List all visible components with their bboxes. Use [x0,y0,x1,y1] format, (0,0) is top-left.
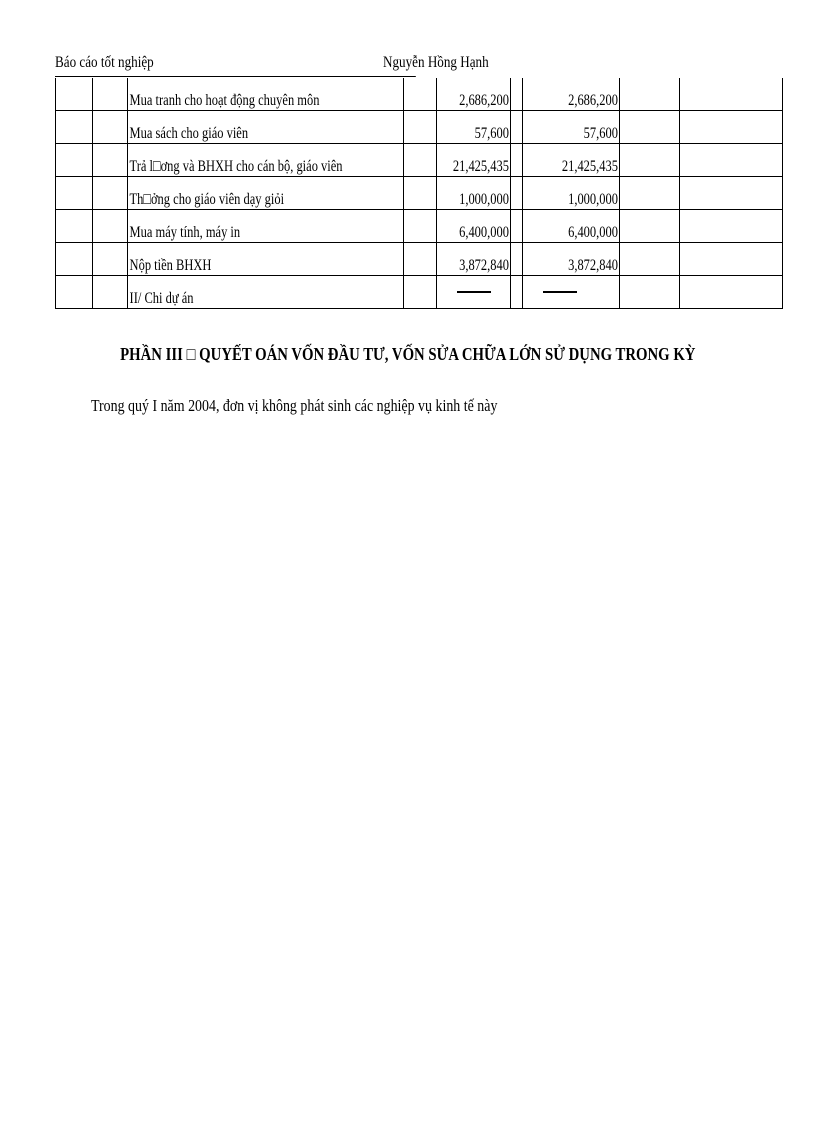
row-description: Mua tranh cho hoạt động chuyên môn [128,78,404,111]
table-row [56,177,783,210]
row-amount-2: 57,600 [523,111,620,144]
row-amount-1-dash [437,276,511,309]
table-row [56,144,783,177]
section-paragraph: Trong quý I năm 2004, đơn vị không phát sinh các nghiệp vụ kinh tế này [91,396,498,415]
row-description: Trả l□ơng và BHXH cho cán bộ, giáo viên [128,144,404,177]
table-row [56,276,783,309]
table-row [56,243,783,276]
row-amount-1: 6,400,000 [437,210,511,243]
row-amount-2: 1,000,000 [523,177,620,210]
header-report-title: Báo cáo tốt nghiệp [55,54,154,71]
table-row [56,78,783,111]
row-description: Mua sách cho giáo viên [128,111,404,144]
row-amount-2: 6,400,000 [523,210,620,243]
header-author: Nguyễn Hồng Hạnh [383,54,489,71]
row-amount-1: 2,686,200 [437,78,511,111]
row-description: II/ Chi dự án [128,276,404,309]
row-amount-2-dash [523,276,620,309]
row-description: Th□ởng cho giáo viên dạy giỏi [128,177,404,210]
row-amount-1: 1,000,000 [437,177,511,210]
page-header [55,54,489,77]
row-amount-2: 21,425,435 [523,144,620,177]
row-description: Nộp tiền BHXH [128,243,404,276]
row-amount-2: 2,686,200 [523,78,620,111]
table-row [56,111,783,144]
row-amount-2: 3,872,840 [523,243,620,276]
section-title: PHẦN III □ QUYẾT OÁN VỐN ĐẦU TƯ, VỐN SỬA CHỮA LỚN SỬ DỤNG TRONG KỲ [120,344,696,364]
row-amount-1: 3,872,840 [437,243,511,276]
expense-table [55,78,783,309]
table-row [56,210,783,243]
row-amount-1: 21,425,435 [437,144,511,177]
row-description: Mua máy tính, máy in [128,210,404,243]
row-amount-1: 57,600 [437,111,511,144]
